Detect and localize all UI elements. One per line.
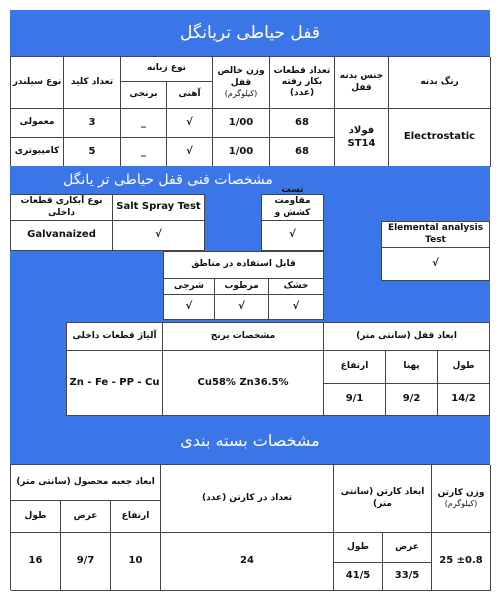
cell-keys-1: 3 — [64, 109, 121, 138]
product-table — [10, 56, 490, 166]
tensile-test-value: √ — [261, 221, 324, 251]
cell-parts-2: 68 — [270, 138, 335, 167]
box-length-label: طول — [11, 501, 61, 533]
carton-length-label: طول — [334, 533, 383, 563]
lock-length-value: 14/2 — [438, 384, 490, 416]
per-carton-value: 24 — [161, 533, 334, 591]
plating-type-value: Galvanaized — [10, 221, 113, 251]
elemental-analysis-label: Elemental analysis Test — [381, 221, 490, 248]
salt-spray-label: Salt Spray Test — [113, 194, 205, 221]
brass-spec-value: Cu58% Zn36.5% — [163, 351, 324, 416]
tech-title: مشخصات فنی قفل حیاطی تر یانگل — [10, 166, 326, 194]
cell-parts-1: 68 — [270, 109, 335, 138]
pack-title: مشخصات بسته بندی — [10, 416, 490, 464]
box-height-value: 10 — [111, 533, 161, 591]
brass-spec-label: مشخصات برنج — [163, 322, 324, 351]
humid-value: √ — [215, 295, 269, 320]
box-height-label: ارتفاع — [111, 501, 161, 533]
coastal-label: شرجی — [163, 279, 215, 295]
lock-dims-label: ابعاد قفل (سانتی متر) — [324, 322, 490, 351]
per-carton-label: تعداد در کارتن (عدد) — [161, 465, 334, 533]
plating-type-label: نوع آبکاری قطعات داخلی — [10, 194, 113, 221]
header-cylinder-type: نوع سیلندر — [11, 57, 64, 109]
cell-iron-1: √ — [167, 109, 213, 138]
cell-cylinder-1: معمولی — [11, 109, 64, 138]
elemental-analysis-value: √ — [381, 248, 490, 281]
tensile-test-label: مقاومت کشش و — [261, 194, 324, 221]
lock-height-label: ارتفاع — [324, 351, 386, 384]
carton-dims-label: ابعاد کارتن (سانتی متر) — [334, 465, 432, 533]
header-body-color: رنگ بدنه — [389, 57, 491, 109]
box-width-value: 9/7 — [61, 533, 111, 591]
dry-value: √ — [269, 295, 324, 320]
lock-width-value: 9/2 — [386, 384, 438, 416]
usable-areas-label: قابل استفاده در مناطق — [163, 251, 324, 279]
lock-length-label: طول — [438, 351, 490, 384]
salt-spray-value: √ — [113, 221, 205, 251]
header-net-weight: وزن خالص قفل (کیلوگرم) — [213, 57, 270, 109]
carton-length-value: 41/5 — [334, 563, 383, 591]
cell-weight-1: 1/00 — [213, 109, 270, 138]
cell-body-material: فولاد ST14 — [335, 109, 389, 167]
header-tongue-type: نوع زبانه — [121, 57, 213, 82]
cell-brass-2: _ — [121, 138, 167, 167]
box-length-value: 16 — [11, 533, 61, 591]
cell-iron-2: √ — [167, 138, 213, 167]
header-tongue-brass: برنجی — [121, 82, 167, 109]
box-dims-label: ابعاد جعبه محصول (سانتی متر) — [11, 465, 161, 501]
header-tongue-iron: آهنی — [167, 82, 213, 109]
alloy-label: آلیاژ قطعات داخلی — [66, 322, 163, 351]
cell-cylinder-2: کامپیوتری — [11, 138, 64, 167]
page-title: قفل حیاطی تریانگل — [10, 10, 490, 56]
cell-brass-1: _ — [121, 109, 167, 138]
dry-label: خشک — [269, 279, 324, 295]
coastal-value: √ — [163, 295, 215, 320]
lock-width-label: پهنا — [386, 351, 438, 384]
box-width-label: عرض — [61, 501, 111, 533]
carton-weight-label: وزن کارتن (کیلوگرم) — [432, 465, 491, 533]
humid-label: مرطوب — [215, 279, 269, 295]
cell-body-color: Electrostatic — [389, 109, 491, 167]
cell-keys-2: 5 — [64, 138, 121, 167]
carton-weight-value: 25 ±0.8 — [432, 533, 491, 591]
alloy-value: Zn - Fe - PP - Cu — [66, 351, 163, 416]
header-parts-count: تعداد قطعات بکار رفته (عدد) — [270, 57, 335, 109]
lock-height-value: 9/1 — [324, 384, 386, 416]
header-key-count: تعداد کلید — [64, 57, 121, 109]
carton-width-label: عرض — [383, 533, 432, 563]
carton-width-value: 33/5 — [383, 563, 432, 591]
pack-table — [10, 464, 490, 590]
cell-weight-2: 1/00 — [213, 138, 270, 167]
header-body-material: جنس بدنه قفل — [335, 57, 389, 109]
